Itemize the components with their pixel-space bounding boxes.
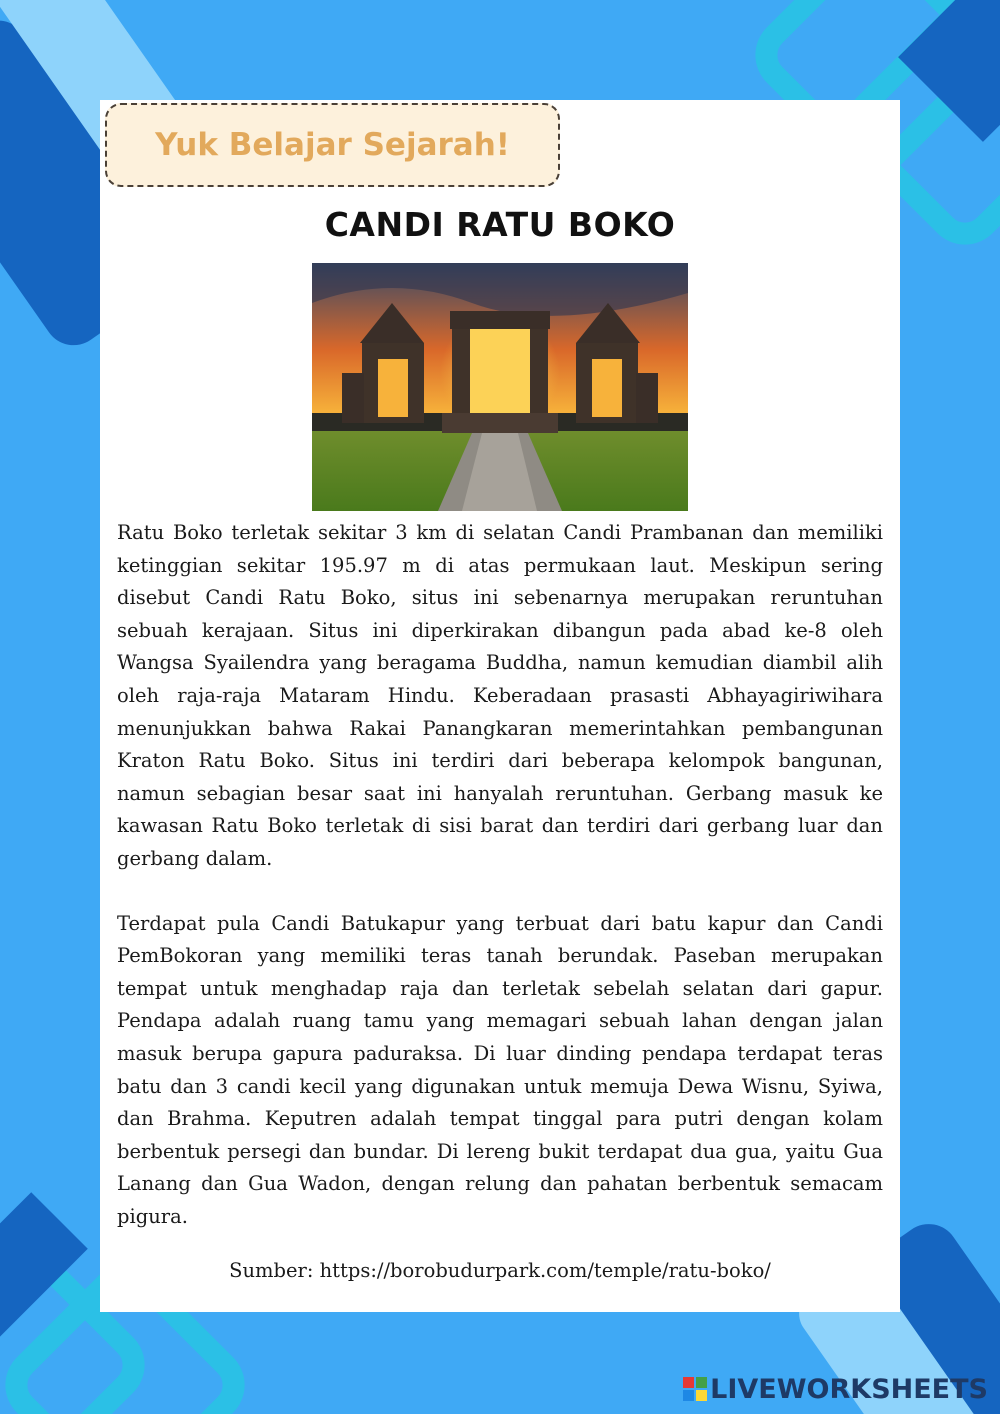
section-tag-label: Yuk Belajar Sejarah! — [155, 127, 510, 163]
page-title: CANDI RATU BOKO — [324, 205, 676, 244]
article-paragraph: Ratu Boko terletak sekitar 3 km di selatan Candi Prambanan dan memiliki ketinggian sekitar 195.97 m di atas permukaan laut. Meskipun sering disebut Candi Ratu Boko, situs ini sebenarnya merupakan reruntuhan sebuah kerajaan. Situs ini diperkirakan dibangun pada abad ke-8 oleh Wangsa Syailendra yang beragama Buddha, namun kemudian diambil alih oleh raja-raja Mataram Hindu. Keberadaan prasasti Abhayagiriwihara menunjukkan bahwa Rakai Panangkaran memerintahkan pembangunan Kraton Ratu Boko. Situs ini terdiri dari beberapa kelompok bangunan, namun sebagian besar saat ini hanyalah reruntuhan. Gerbang masuk ke kawasan Ratu Boko terletak di sisi barat dan terdiri dari gerbang luar dan gerbang dalam. — [117, 521, 883, 870]
article-body — [117, 517, 883, 1265]
liveworksheets-logo — [682, 1372, 988, 1406]
source-citation: Sumber: https://borobudurpark.com/temple/ratu-boko/ — [229, 1259, 771, 1282]
liveworksheets-brand: LIVEWORKSHEETS — [710, 1373, 988, 1405]
temple-gate-photo — [312, 263, 688, 511]
liveworksheets-logo-icon — [682, 1376, 708, 1402]
article-paragraph: Terdapat pula Candi Batukapur yang terbuat dari batu kapur dan Candi PemBokoran yang memiliki teras tanah berundak. Paseban merupakan tempat untuk menghadap raja dan terletak sebelah selatan dari gapur. Pendapa adalah ruang tamu yang memagari sebuah lahan dengan jalan masuk berupa gapura paduraksa. Di luar dinding pendapa terdapat teras batu dan 3 candi kecil yang digunakan untuk memuja Dewa Wisnu, Syiwa, dan Brahma. Keputren adalah tempat tinggal para putri dengan kolam berbentuk persegi dan bundar. Di lereng bukit terdapat dua gua, yaitu Gua Lanang dan Gua Wadon, dengan relung dan pahatan berbentuk semacam pigura. — [117, 911, 883, 1228]
section-tag — [105, 103, 560, 187]
